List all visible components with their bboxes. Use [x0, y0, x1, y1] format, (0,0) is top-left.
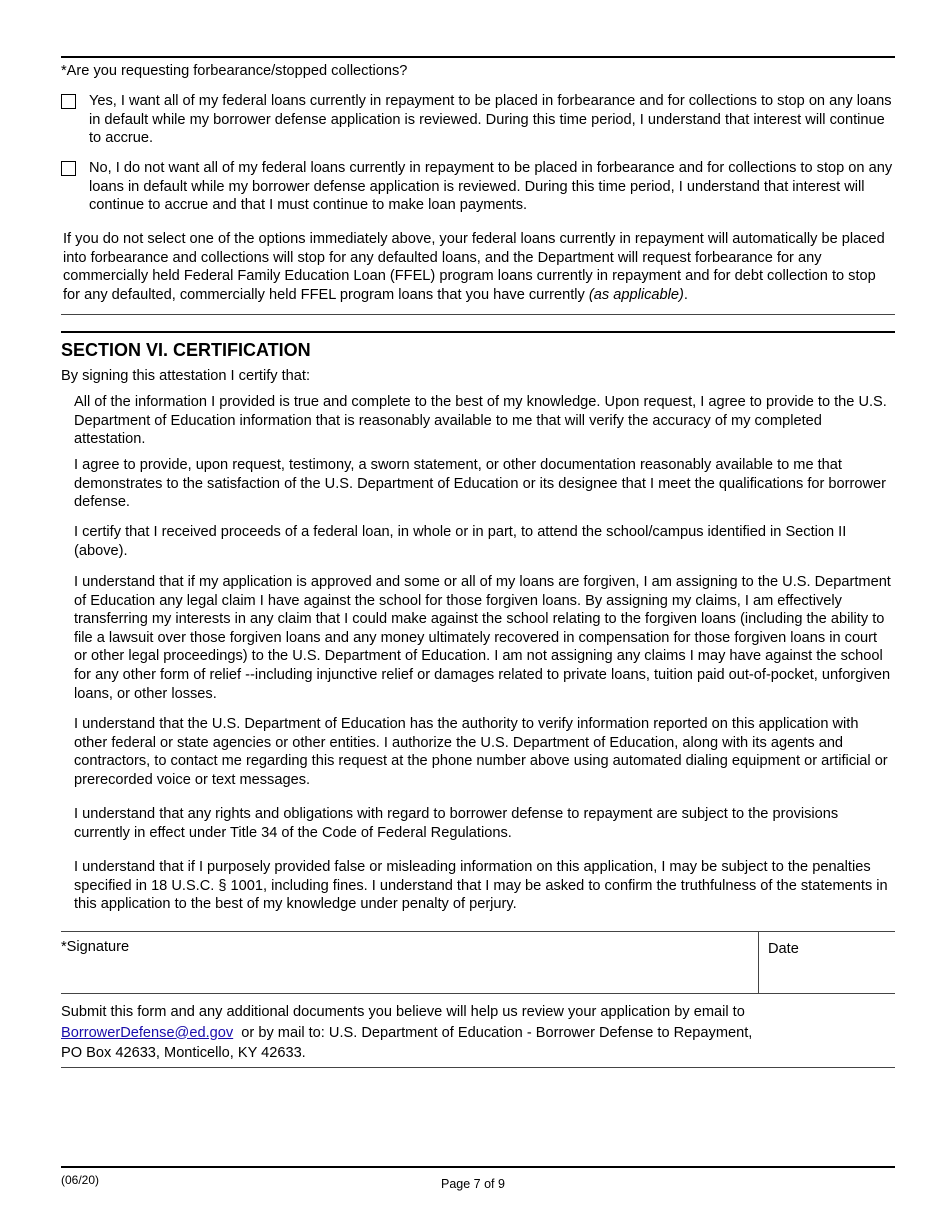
- email-link[interactable]: BorrowerDefense@ed.gov: [61, 1024, 234, 1041]
- signature-date-divider: [758, 932, 759, 993]
- date-field[interactable]: Date: [768, 941, 799, 957]
- certification-intro: By signing this attestation I certify that:: [61, 368, 311, 384]
- forbearance-question: *Are you requesting forbearance/stopped collections?: [61, 63, 408, 79]
- certification-paragraph: All of the information I provided is true and complete to the best of my knowledge. Upon request, I agree to provide to the U.S. Department of Education information that is reasonably available to me that will verify the accuracy of my completed attestation.: [74, 394, 887, 448]
- signature-bottom-rule: [61, 993, 895, 994]
- revision-date: (06/20): [61, 1173, 100, 1187]
- certification-paragraph: I understand that if I purposely provided false or misleading information on this application, I may be subject to the penalties specified in 18 U.S.C. § 1001, including fines. I understand that I may be asked to confirm the truthfulness of the statements in this application to the best of my knowledge under penalty of perjury.: [74, 859, 888, 913]
- certification-paragraph: I certify that I received proceeds of a federal loan, in whole or in part, to attend the school/campus identified in Section II (above).: [74, 524, 847, 559]
- submit-instructions: [61, 1002, 895, 1064]
- forbearance-no-checkbox[interactable]: [61, 161, 76, 176]
- forbearance-no-label: No, I do not want all of my federal loans currently in repayment to be placed in forbearance and for collections to stop on any loans in default while my borrower defense application is reviewed. During this time period, I understand that interest will continue to accrue and that I must continue to make loan payments.: [89, 160, 893, 214]
- certification-paragraph: I agree to provide, upon request, testimony, a sworn statement, or other documentation reasonably available to me that demonstrates to the satisfaction of the U.S. Department of Education or its designee that I meet the qualifications for borrower defense.: [74, 457, 887, 511]
- section-divider-thin: [61, 314, 895, 315]
- certification-paragraph: I understand that any rights and obligations with regard to borrower defense to repayment are subject to the provisions currently in effect under Title 34 of the Code of Federal Regulations.: [74, 806, 839, 841]
- page-number: Page 7 of 9: [441, 1177, 505, 1191]
- submit-line-1: Submit this form and any additional documents you believe will help us review your application by email to: [61, 1004, 745, 1020]
- section-title: SECTION VI. CERTIFICATION: [61, 340, 311, 360]
- signature-top-rule: [61, 931, 895, 932]
- footer-rule: [61, 1166, 895, 1168]
- submit-line-3: PO Box 42633, Monticello, KY 42633.: [61, 1045, 306, 1062]
- section-divider-thick: [61, 331, 895, 333]
- submit-line-2: or by mail to: U.S. Department of Education - Borrower Defense to Repayment,: [233, 1024, 753, 1041]
- top-rule: [61, 56, 895, 58]
- certification-paragraph: I understand that if my application is approved and some or all of my loans are forgiven, I am assigning to the U.S. Department of Education any legal claim I have against the school for those forgiven loans. By assigning my claims, I am effectively transferring my interests in any claim that I could make against the school relating to the forgiven loans (including the ability to file a lawsuit over those forgiven loans and any money ultimately recovered in compensation for those forgiven loans in court or other legal proceedings) to the U.S. Department of Education. I am not assigning any claims I may have against the school for any other form of relief --including injunctive relief or damages related to private loans, tuition paid out-of-pocket, unforgiven loans, or other losses.: [74, 574, 891, 702]
- submit-bottom-rule: [61, 1067, 895, 1068]
- forbearance-note-suffix: (as applicable): [588, 286, 684, 303]
- certification-paragraph: I understand that the U.S. Department of Education has the authority to verify information reported on this application with other federal or state agencies or other entities. I authorize the U.S. Department of Education, along with its agents and contractors, to contact me regarding this request at the phone number above using automated dialing equipment or artificial or prerecorded voice or text messages.: [74, 716, 888, 788]
- forbearance-yes-checkbox[interactable]: [61, 94, 76, 109]
- forbearance-note-text: If you do not select one of the options immediately above, your federal loans currently in repayment will automatically be placed into forbearance and collections will stop for any defaulted loans, and the Department will request forbearance for any commercially held Federal Family Education Loan (FFEL) program loans currently in repayment and for debt collection to stop for any defaulted, commercially held FFEL program loans that you have currently: [63, 231, 885, 303]
- form-page: [61, 0, 895, 1230]
- forbearance-note-end: .: [683, 286, 688, 303]
- forbearance-note: [63, 230, 893, 304]
- signature-field[interactable]: *Signature: [61, 939, 130, 955]
- forbearance-yes-label: Yes, I want all of my federal loans currently in repayment to be placed in forbearance and for collections to stop on any loans in default while my borrower defense application is reviewed. During this time period, I understand that interest will continue to accrue.: [89, 93, 892, 147]
